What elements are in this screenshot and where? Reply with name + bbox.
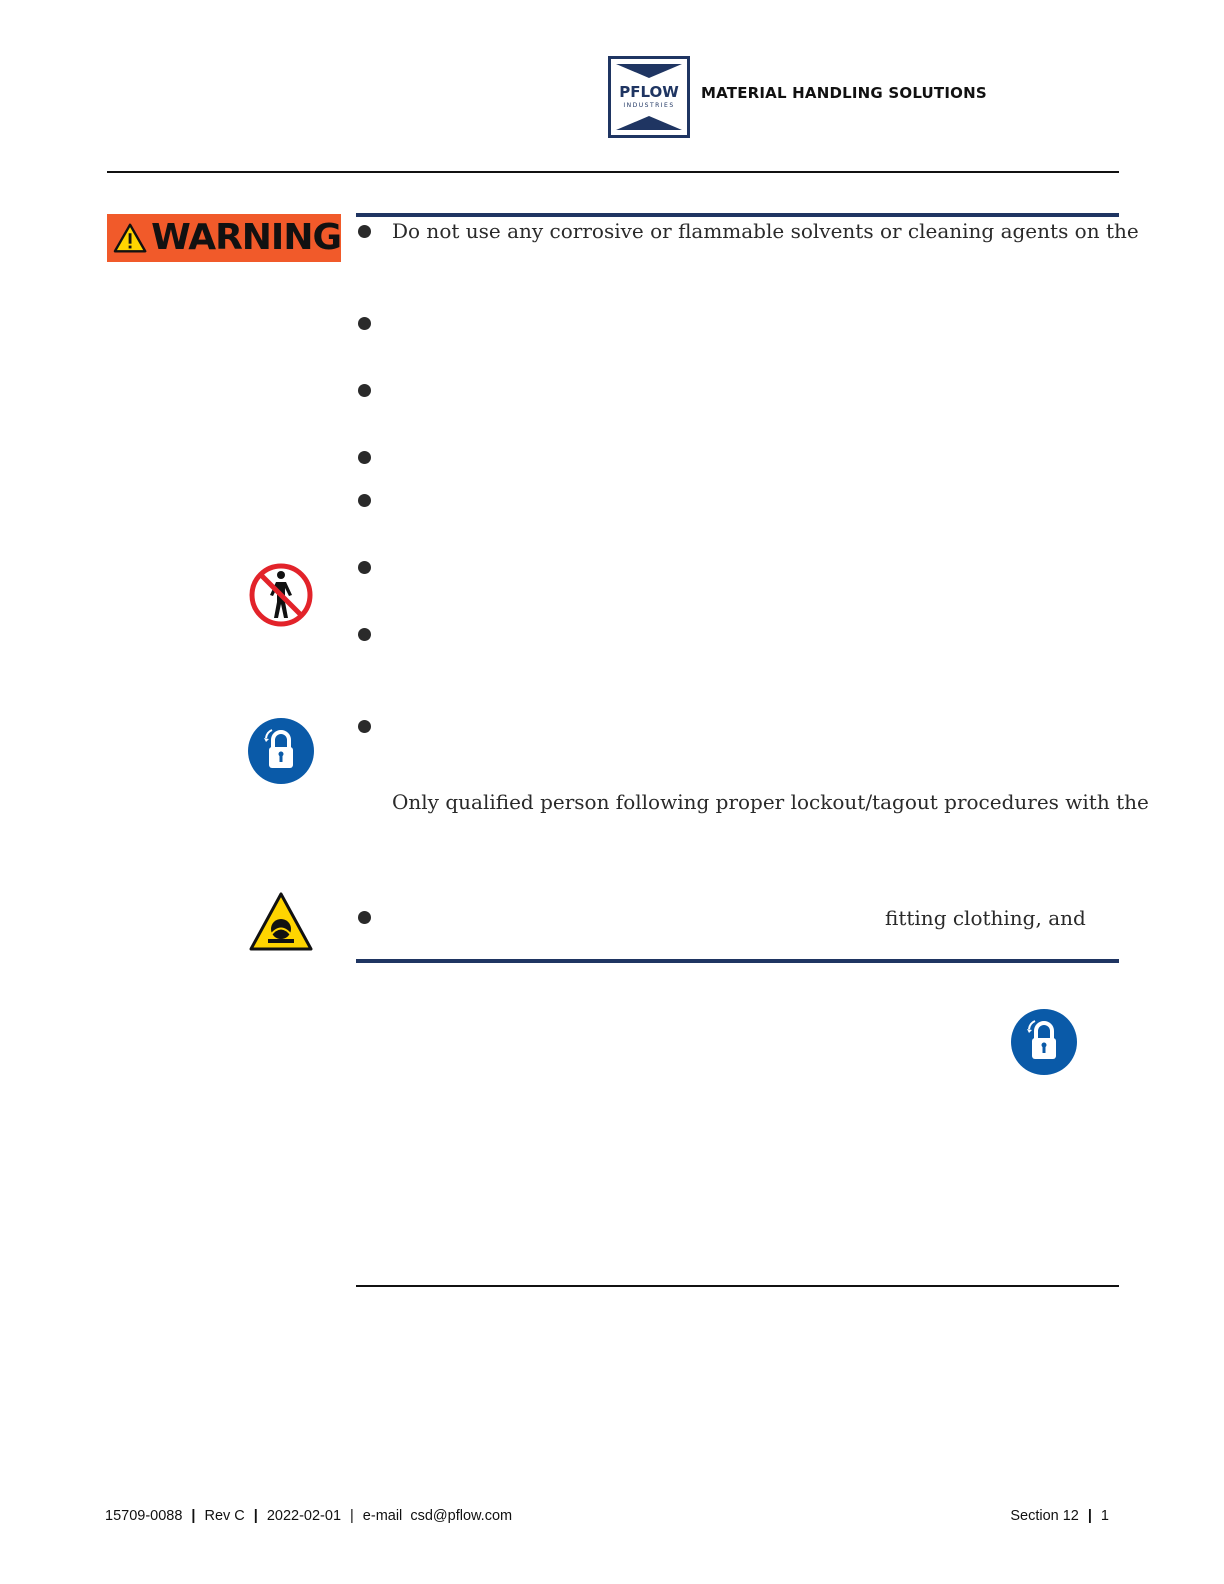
bullet-dot [358,317,371,330]
doc-number: 15709-0088 [105,1508,183,1524]
bullet-dot [358,720,371,733]
bullet-dot [358,911,371,924]
entanglement-bullet-text: fitting clothing, and [885,906,1086,930]
footer-right: Section 12 | 1 [1010,1508,1109,1524]
email-link[interactable]: csd@pflow.com [410,1508,513,1524]
revision: Rev C [204,1508,245,1524]
bullet-dot [358,494,371,507]
logo-name: PFLOW [619,83,679,101]
warning-triangle-icon [113,222,147,254]
email-label: e-mail [362,1508,403,1524]
warning-bottom-rule [356,959,1119,963]
page-number: 1 [1100,1508,1109,1524]
section-label: Section 12 [1010,1508,1079,1524]
warning-top-rule [356,213,1119,217]
warning-bullet-text: Do not use any corrosive or flammable solvents or cleaning agents on the [392,219,1139,243]
warning-label [107,214,341,262]
pflow-logo [608,56,690,138]
bullet-dot [358,451,371,464]
header-divider [107,171,1119,173]
logo-sub: INDUSTRIES [623,102,675,109]
section-divider [356,1285,1119,1287]
tagline: MATERIAL HANDLING SOLUTIONS [701,84,987,102]
lockout-tagout-icon [248,718,314,784]
lockout-note: Only qualified person following proper lockout/tagout procedures with the [392,790,1149,814]
warning-text: WARNING [151,217,341,258]
bullet-dot [358,628,371,641]
lockout-tagout-icon-2 [1011,1009,1077,1075]
bullet-dot [358,225,371,238]
entanglement-hazard-icon [248,891,314,957]
doc-date: 2022-02-01 [266,1508,342,1524]
bullet-dot [358,384,371,397]
bullet-dot [358,561,371,574]
footer-left: 15709-0088 | Rev C | 2022-02-01 | e-mail csd@pflow.com [105,1508,513,1524]
no-pedestrian-icon [248,562,314,628]
